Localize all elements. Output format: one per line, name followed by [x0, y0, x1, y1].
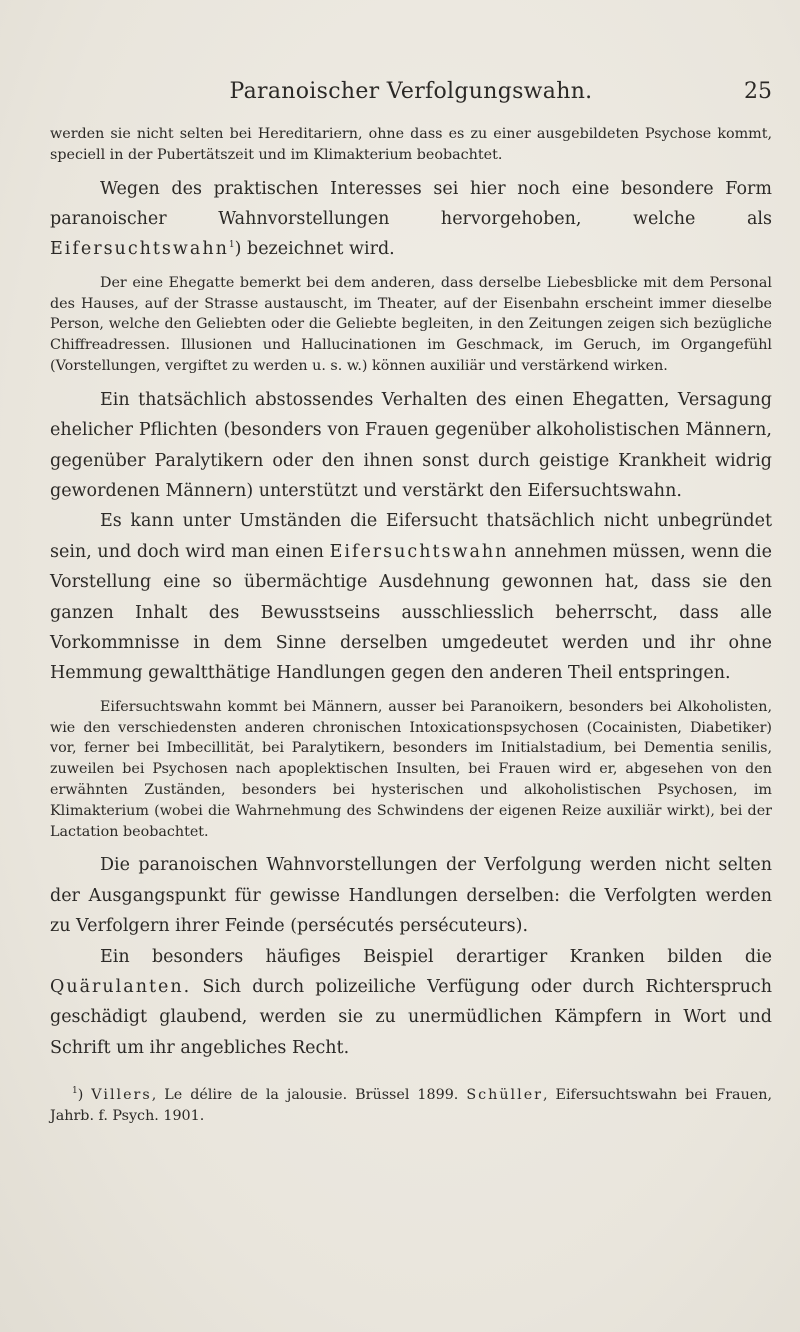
- running-title: Paranoischer Verfolgungswahn.: [229, 79, 593, 104]
- footnote-text: , Le délire de la jalousie. Brüssel 1899.: [151, 1087, 467, 1104]
- footnote-text: , Eifersuchtswahn bei Frauen, Jahrb. f. Psych. 1901.: [50, 1087, 772, 1125]
- term-eifersuchtswahn: Eifersuchtswahn: [329, 541, 509, 562]
- paragraph-occurrence: Eifersuchtswahn kommt bei Männern, ausser bei Paranoikern, besonders bei Alkoholisten, wie den verschiedensten anderen chronischen Intoxicationspsychosen (Cocainisten, Diabetiker) vor, ferner bei Imbecillität, bei Paralytikern, besonders im Initialstadium, bei Dementia senilis, zuweilen bei Psychosen nach apoplektischen Insulten, bei Frauen wird er, abgesehen von den erwähnten Zuständen, besonders bei hysterischen und alkoholistischen Psychosen, im Klimakterium (wobei die Wahrnehmung des Schwindens der eigenen Reize auxiliär wirkt), bei der Lactation beobachtet.: [50, 698, 772, 840]
- paragraph-text: Es kann unter Umständen die Eifersucht thatsächlich nicht unbegründet sein, und doch wird man einen: [50, 511, 772, 562]
- footnote-marker: 1: [72, 1086, 78, 1097]
- paragraph-behaviour: Ein thatsächlich abstossendes Verhalten des einen Ehegatten, Versagung ehelicher Pflichten (besonders von Frauen gegenüber alkoholistischen Männern, gegenüber Paralytikern oder den ihnen sonst durch geistige Krankheit widrig gewordenen Männern) unterstützt und verstärkt den Eifersuchtswahn.: [50, 389, 772, 502]
- paragraph-definition: [50, 506, 772, 688]
- term-eifersuchtswahn: Eifersuchtswahn: [50, 239, 229, 260]
- paragraph-continuation: werden sie nicht selten bei Hereditariern, ohne dass es zu einer ausgebildeten Psychose kommt, speciell in der Pubertätszeit und im Klimakterium beobachtet.: [50, 126, 772, 163]
- page-number: 25: [744, 79, 772, 104]
- footnote-reference: 1: [228, 240, 235, 251]
- paragraph-text: annehmen müssen, wenn die Vorstellung eine so übermächtige Ausdehnung gewonnen hat, dass sie den ganzen Inhalt des Bewusstseins ausschliesslich beherrscht, dass alle Vorkommnisse in dem Sinne derselben umgedeutet werden und ihr ohne Hemmung gewaltthätige Handlungen gegen den anderen Theil entspringen.: [50, 541, 772, 684]
- footnote-author: Villers: [91, 1087, 152, 1104]
- body-text: [50, 124, 772, 1127]
- paragraph-text: Ein besonders häufiges Beispiel derartiger Kranken bilden die: [100, 946, 772, 967]
- paragraph-symptoms: Der eine Ehegatte bemerkt bei dem anderen, dass derselbe Liebesblicke mit dem Personal des Hauses, auf der Strasse austauscht, im Theater, auf der Eisenbahn erscheint immer dieselbe Person, welche den Geliebten oder die Geliebte begleiten, in den Zeitungen zeigen sich bezügliche Chiffreadressen. Illusionen und Hallucinationen im Geschmack, im Geruch, im Organgefühl (Vorstellungen, vergiftet zu werden u. s. w.) können auxiliär und verstärkend wirken.: [50, 274, 772, 374]
- page-header: [50, 79, 772, 109]
- paragraph-eifersuchtswahn-intro: [50, 174, 772, 265]
- paragraph-text: Wegen des praktischen Interesses sei hier noch eine besondere Form paranoischer Wahnvorstellungen hervorgehoben, welche als: [50, 178, 772, 229]
- paragraph-text: ) bezeichnet wird.: [234, 239, 395, 260]
- paragraph-text: Sich durch polizeiliche Verfügung oder durch Richterspruch geschädigt glaubend, werden sie zu unermüdlichen Kämpfern in Wort und Schrift um ihr angebliches Recht.: [50, 977, 772, 1058]
- term-quaerulanten: Quärulanten.: [50, 977, 192, 998]
- footnote: $^1$) Villers, Le délire de la jalousie. Brüssel 1899. Schüller, Eifersuchtswahn bei Frauen, Jahrb. f. Psych. 1901.: [50, 1086, 772, 1125]
- paragraph-persecution: Die paranoischen Wahnvorstellungen der Verfolgung werden nicht selten der Ausgangspunkt für gewisse Handlungen derselben: die Verfolgten werden zu Verfolgern ihrer Feinde (persécutés persécuteurs).: [50, 855, 772, 937]
- footnote-author: Schüller: [466, 1087, 543, 1104]
- paragraph-quaerulanten: [50, 942, 772, 1064]
